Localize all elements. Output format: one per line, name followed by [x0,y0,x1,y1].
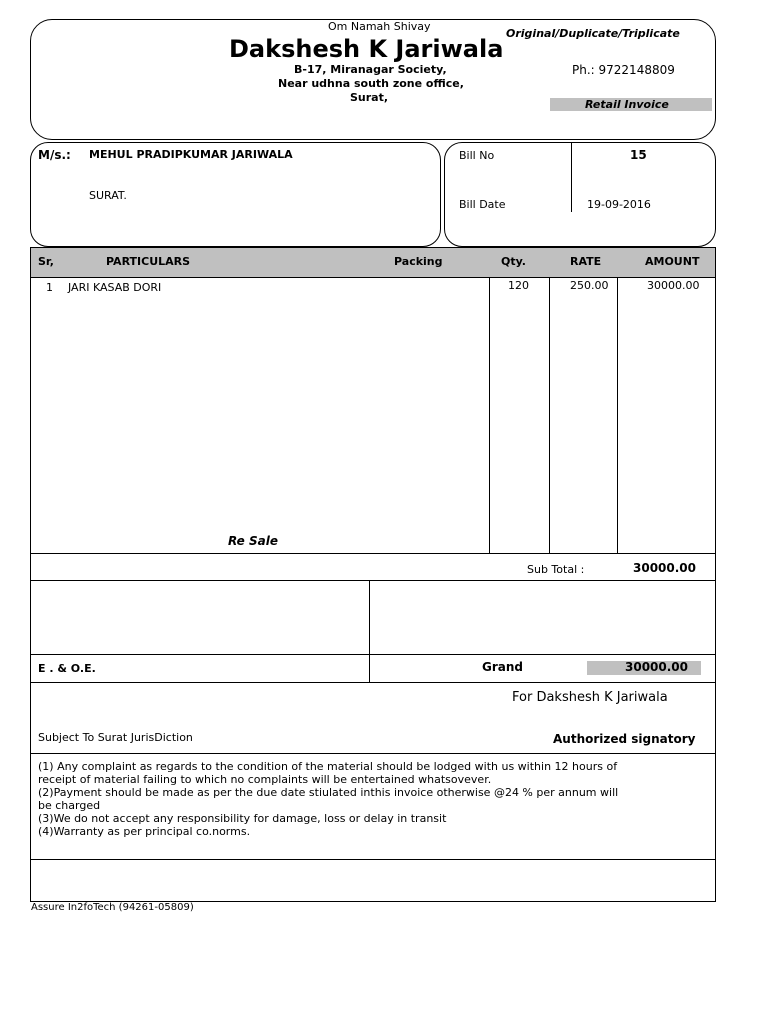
remarks-block [30,580,716,655]
bill-date-value: 19-09-2016 [587,198,651,211]
col-line-rate [549,278,550,554]
for-company: For Dakshesh K Jariwala [512,690,668,705]
row-qty: 120 [508,279,529,292]
term-line: (2)Payment should be made as per the due date stiulated inthis invoice otherwise @24 % per annum will [38,786,619,799]
footer-credit: Assure In2foTech (94261-05809) [31,902,194,913]
term-line: be charged [38,799,101,812]
col-header-amount: AMOUNT [645,255,700,268]
subtotal-value: 30000.00 [633,561,697,575]
subtotal-row [30,553,716,581]
row-amount: 30000.00 [647,279,700,292]
bill-date-label: Bill Date [459,198,506,211]
customer-label: M/s.: [38,148,71,162]
bill-no-label: Bill No [459,149,495,162]
subtotal-label: Sub Total : [527,563,585,576]
col-header-sr: Sr, [38,255,54,268]
term-line: (3)We do not accept any responsibility for damage, loss or delay in transit [38,812,447,825]
address-line-2: Near udhna south zone office, [278,77,464,90]
col-header-rate: RATE [570,255,602,268]
col-line-amount [617,278,618,554]
term-line: receipt of material failing to which no complaints will be entertained whatsovever. [38,773,492,786]
customer-city: SURAT. [89,189,127,202]
blessing-text: Om Namah Shivay [328,20,431,33]
col-header-qty: Qty. [501,255,526,268]
phone-number: Ph.: 9722148809 [572,63,675,77]
col-header-packing: Packing [394,255,443,268]
col-line-qty [489,278,490,554]
bill-divider [571,142,572,212]
grand-label: Grand [482,660,523,674]
row-rate: 250.00 [570,279,609,292]
address-line-3: Surat, [350,91,389,104]
copy-type: Original/Duplicate/Triplicate [506,27,680,40]
address-line-1: B-17, Miranagar Society, [294,63,447,76]
grand-value: 30000.00 [625,660,689,674]
authorized-signatory: Authorized signatory [553,732,696,746]
customer-name: MEHUL PRADIPKUMAR JARIWALA [89,148,293,161]
jurisdiction-text: Subject To Surat JurisDiction [38,731,193,744]
term-line: (1) Any complaint as regards to the condition of the material should be lodged with us within 12 hours of [38,760,618,773]
term-line: (4)Warranty as per principal co.norms. [38,825,251,838]
bottom-block [30,859,716,902]
row-particulars: JARI KASAB DORI [68,281,162,294]
bill-no-value: 15 [630,148,647,162]
eoe-text: E . & O.E. [38,662,96,675]
resale-note: Re Sale [228,534,278,548]
col-header-particulars: PARTICULARS [106,255,191,268]
row-sr: 1 [46,281,53,294]
invoice-type: Retail Invoice [585,98,669,111]
company-name: Dakshesh K Jariwala [229,35,504,63]
